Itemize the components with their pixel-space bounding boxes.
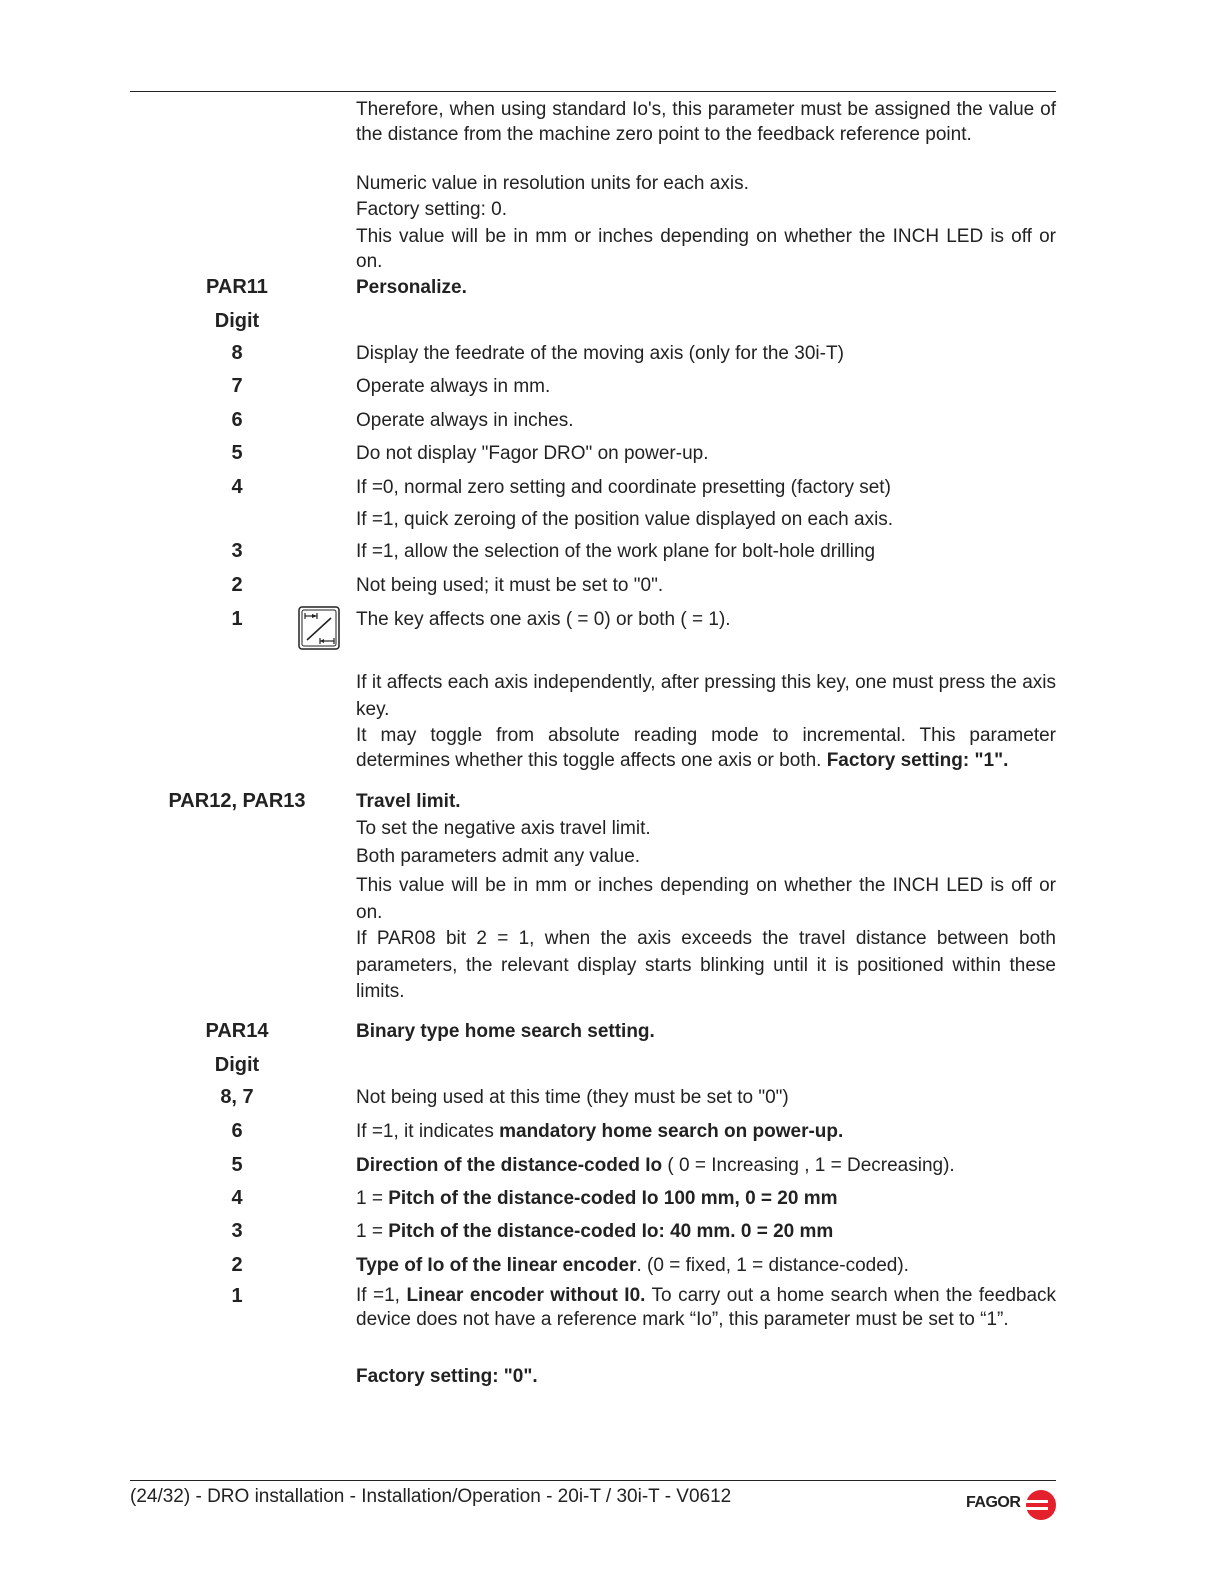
par12-13-title: Travel limit. [356, 791, 461, 812]
par11-digit-number: 7 [231, 375, 243, 397]
par14-label: PAR14 [205, 1020, 269, 1042]
par12-line: Both parameters admit any value. [356, 846, 641, 867]
par11-digit-text: Operate always in mm. [356, 376, 551, 397]
intro-factory-line: Factory setting: 0. [356, 199, 508, 220]
par14-digit-text: 1 = Pitch of the distance-coded Io: 40 mm. 0 = 20 mm [356, 1221, 834, 1242]
par11-digit-number: 2 [231, 574, 243, 596]
par11-digit-text: Operate always in inches. [356, 410, 574, 431]
par14-digit-text: Not being used at this time (they must be set to "0") [356, 1087, 789, 1108]
par14-digit-text: Type of Io of the linear encoder. (0 = fixed, 1 = distance-coded). [356, 1255, 909, 1276]
par11-digit-number: 1 [231, 608, 243, 630]
fagor-logo [966, 1488, 1058, 1522]
par11-digit-number: 5 [231, 442, 243, 464]
par12-line: To set the negative axis travel limit. [356, 818, 651, 839]
par11-digit-text: If =0, normal zero setting and coordinate presetting (factory set) [356, 477, 891, 498]
par11-digit-text: Display the feedrate of the moving axis (only for the 30i-T) [356, 343, 844, 364]
fagor-logo-mark [1024, 1488, 1058, 1522]
par12-blink-note: If PAR08 bit 2 = 1, when the axis exceeds the travel distance between both parameters, the relevant display starts blinking until it is positioned within these limits. [356, 928, 1056, 1002]
par11-digit-number: 6 [231, 409, 243, 431]
fagor-logo-text: FAGOR [966, 1494, 1021, 1511]
par11-digit-number: 8 [231, 342, 243, 364]
top-rule [130, 91, 1056, 92]
par12-inch-note: This value will be in mm or inches depending on whether the INCH LED is off or on. [356, 875, 1056, 923]
par11-digit-text: Do not display "Fagor DRO" on power-up. [356, 443, 709, 464]
par11-note-toggle: It may toggle from absolute reading mode to incremental. This parameter determines whether this toggle affects one axis or both. Factory setting: "1". [356, 725, 1056, 771]
par14-digit-number: 8, 7 [220, 1086, 254, 1108]
par11-title: Personalize. [356, 277, 467, 298]
par11-digit-text: Not being used; it must be set to "0". [356, 575, 664, 596]
footer-rule [130, 1480, 1056, 1481]
par14-title: Binary type home search setting. [356, 1021, 655, 1042]
par14-digit-text: If =1, Linear encoder without I0. To carry out a home search when the feedback device does not have a reference mark “Io”, this parameter must be set to “1”. [356, 1285, 1057, 1330]
par11-digit-header: Digit [214, 310, 260, 332]
par11-digit-text: If =1, quick zeroing of the position value displayed on each axis. [356, 509, 894, 530]
intro-paragraph: Therefore, when using standard Io's, this parameter must be assigned the value of the distance from the machine zero point to the feedback reference point. [356, 99, 1056, 145]
par11-digit-number: 3 [231, 540, 243, 562]
par14-digit-number: 3 [231, 1220, 243, 1242]
par14-factory-setting: Factory setting: "0". [356, 1366, 538, 1387]
par14-digit-text: If =1, it indicates mandatory home search on power-up. [356, 1121, 844, 1142]
intro-inch-note: This value will be in mm or inches depending on whether the INCH LED is off or on. [356, 226, 1056, 272]
par14-digit-number: 6 [231, 1120, 243, 1142]
par11-label: PAR11 [206, 276, 268, 298]
footer-text: (24/32) - DRO installation - Installation/Operation - 20i-T / 30i-T - V0612 [130, 1486, 732, 1507]
par14-digit-number: 2 [231, 1254, 243, 1276]
abs-inc-toggle-key-icon [298, 606, 340, 650]
par14-digit-number: 4 [231, 1187, 243, 1209]
par14-digit-number: 5 [231, 1154, 243, 1176]
par11-digit-text: The key affects one axis ( = 0) or both ( = 1). [356, 609, 731, 630]
par11-digit-number: 4 [231, 476, 243, 498]
par14-digit-header: Digit [214, 1054, 260, 1076]
par11-note-axis-key: If it affects each axis independently, after pressing this key, one must press the axis key. [356, 672, 1056, 720]
par14-digit-number: 1 [231, 1285, 243, 1307]
intro-numeric-line: Numeric value in resolution units for each axis. [356, 173, 749, 194]
par12-13-label: PAR12, PAR13 [168, 790, 306, 812]
par14-digit-text: Direction of the distance-coded Io ( 0 = Increasing , 1 = Decreasing). [356, 1155, 955, 1176]
par14-digit-text: 1 = Pitch of the distance-coded Io 100 mm, 0 = 20 mm [356, 1188, 838, 1209]
par11-digit-text: If =1, allow the selection of the work plane for bolt-hole drilling [356, 541, 876, 562]
